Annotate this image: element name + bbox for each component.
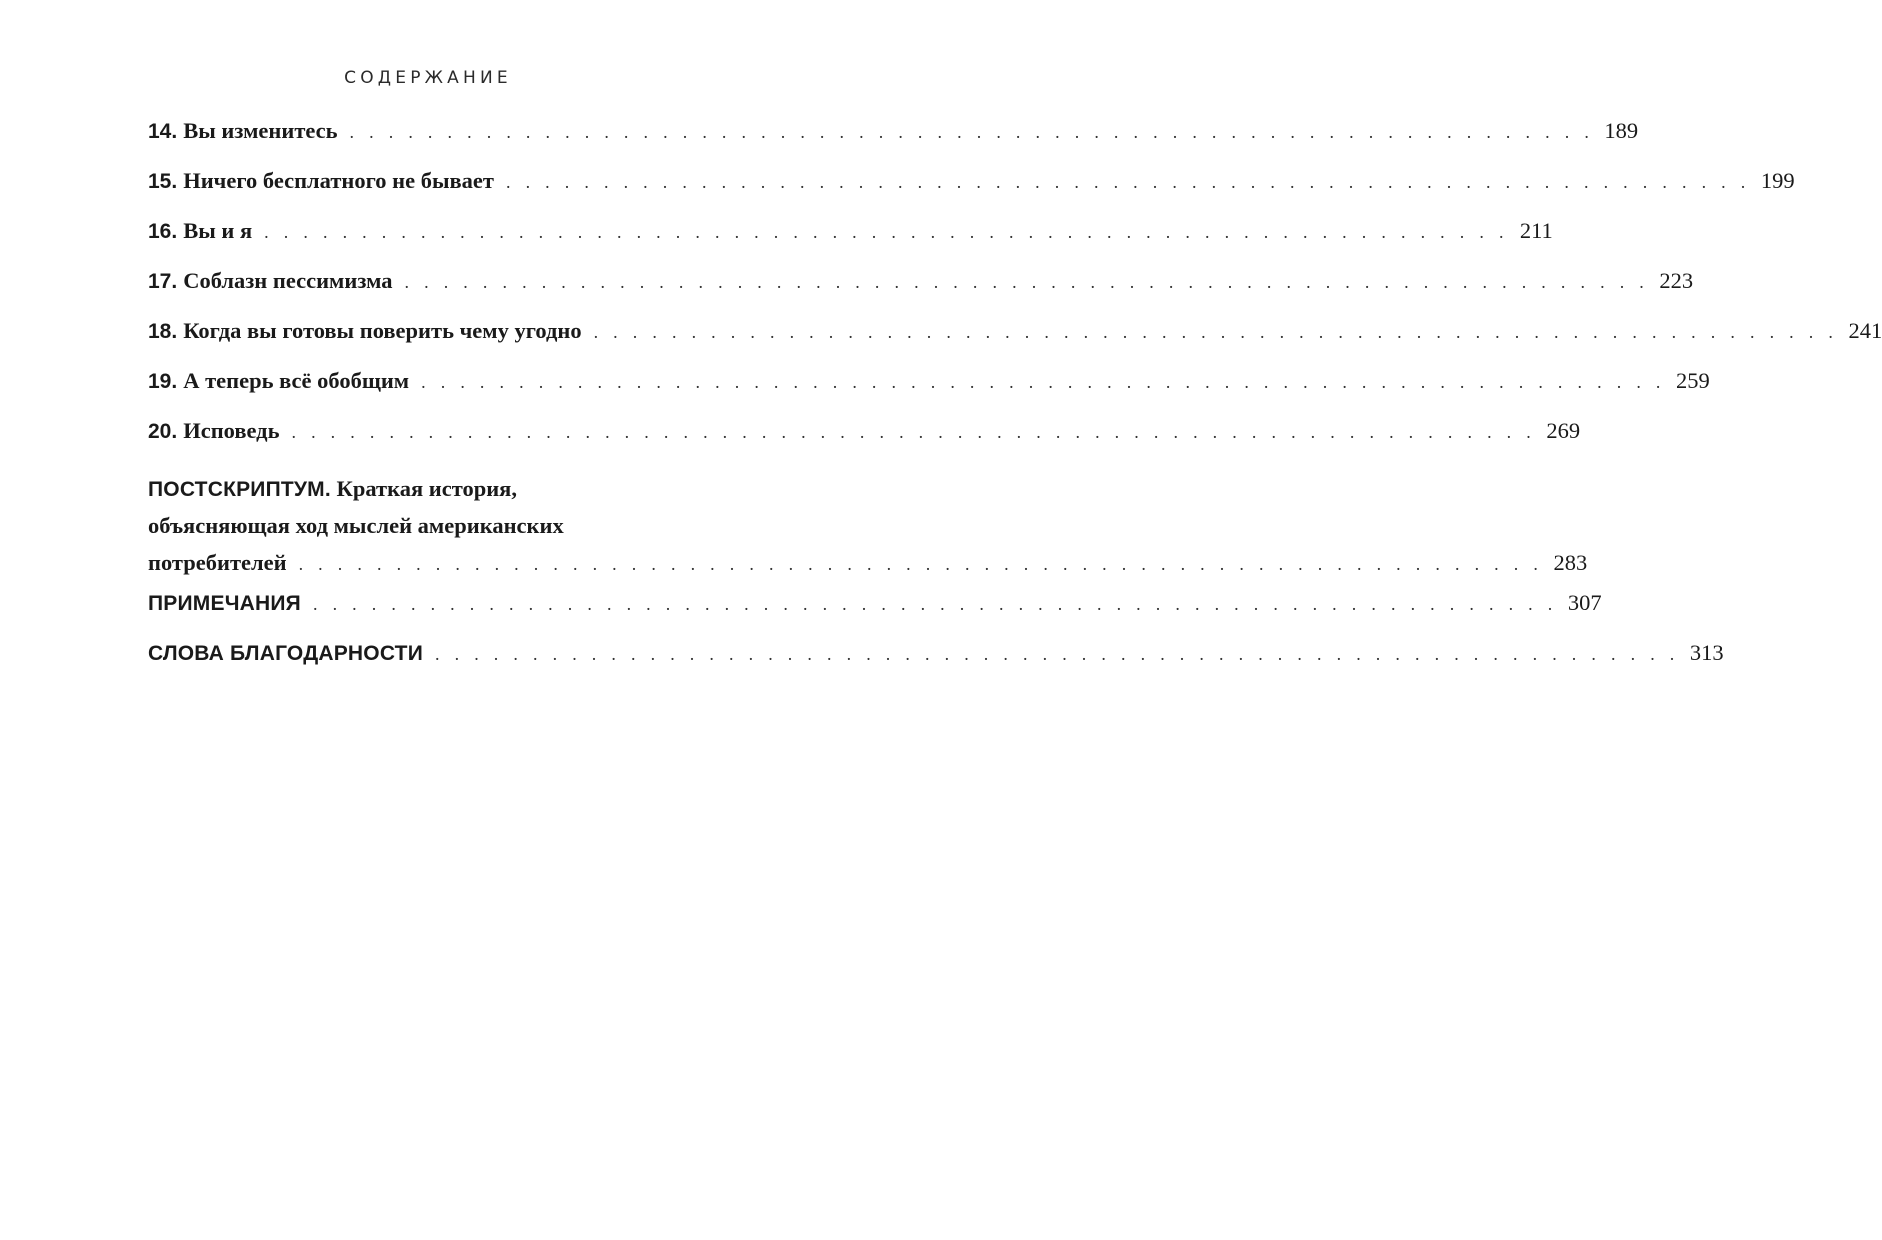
chapter-number: 18. — [148, 320, 178, 343]
dot-leader: . . . . . . . . . . . . . . . . . . . . . . . . . . . . . . . . . . . . . . . . . . . . . . . . . . . . . . . . . . . . . . . . — [404, 272, 1650, 292]
page-number: 269 — [1546, 418, 1581, 443]
dot-leader: . . . . . . . . . . . . . . . . . . . . . . . . . . . . . . . . . . . . . . . . . . . . . . . . . . . . . . . . . . . . . . . . — [593, 322, 1839, 342]
page-number: 223 — [1659, 268, 1694, 293]
toc-entry-notes[interactable] — [148, 590, 1602, 640]
toc-entry-20[interactable] — [148, 418, 1581, 468]
section-title: ПРИМЕЧАНИЯ — [148, 592, 301, 615]
page-number: 199 — [1760, 168, 1795, 193]
page-number: 189 — [1604, 118, 1639, 143]
toc-entry-postscript[interactable] — [148, 468, 1588, 590]
chapter-number: 14. — [148, 120, 178, 143]
chapter-title: Вы и я — [183, 218, 253, 243]
postscript-line-3 — [148, 550, 1588, 590]
toc-entry-14[interactable] — [148, 118, 1639, 168]
chapter-title: Когда вы готовы поверить чему угодно — [183, 318, 582, 343]
section-title: СЛОВА БЛАГОДАРНОСТИ — [148, 642, 423, 665]
postscript-line-1 — [148, 476, 750, 513]
dot-leader: . . . . . . . . . . . . . . . . . . . . . . . . . . . . . . . . . . . . . . . . . . . . . . . . . . . . . . . . . . . . . . . . — [349, 122, 1595, 142]
toc-entry-15[interactable] — [148, 168, 1795, 218]
chapter-number: 16. — [148, 220, 178, 243]
dot-leader: . . . . . . . . . . . . . . . . . . . . . . . . . . . . . . . . . . . . . . . . . . . . . . . . . . . . . . . . . . . . . . . . — [312, 594, 1558, 614]
postscript-caps: ПОСТСКРИПТУМ. — [148, 478, 331, 501]
page-number: 307 — [1567, 590, 1602, 615]
chapter-number: 19. — [148, 370, 178, 393]
page-number: 283 — [1553, 550, 1588, 575]
page-title: СОДЕРЖАНИЕ — [344, 68, 512, 88]
page-number: 259 — [1675, 368, 1710, 393]
dot-leader: . . . . . . . . . . . . . . . . . . . . . . . . . . . . . . . . . . . . . . . . . . . . . . . . . . . . . . . . . . . . . . . . — [505, 172, 1751, 192]
postscript-line-2: объясняющая ход мыслей американских — [148, 513, 564, 538]
toc-entry-16[interactable] — [148, 218, 1553, 268]
dot-leader: . . . . . . . . . . . . . . . . . . . . . . . . . . . . . . . . . . . . . . . . . . . . . . . . . . . . . . . . . . . . . . . . — [298, 554, 1544, 574]
dot-leader: . . . . . . . . . . . . . . . . . . . . . . . . . . . . . . . . . . . . . . . . . . . . . . . . . . . . . . . . . . . . . . . . — [264, 222, 1509, 242]
page-number: 241 — [1848, 318, 1882, 343]
dot-leader: . . . . . . . . . . . . . . . . . . . . . . . . . . . . . . . . . . . . . . . . . . . . . . . . . . . . . . . . . . . . . . . . — [421, 372, 1666, 392]
chapter-title: А теперь всё обобщим — [183, 368, 410, 393]
dot-leader: . . . . . . . . . . . . . . . . . . . . . . . . . . . . . . . . . . . . . . . . . . . . . . . . . . . . . . . . . . . . . . . . — [291, 422, 1537, 442]
chapter-title: Соблазн пессимизма — [183, 268, 393, 293]
toc-entry-thanks[interactable] — [148, 640, 1724, 690]
chapter-number: 15. — [148, 170, 178, 193]
toc-entry-19[interactable] — [148, 368, 1710, 418]
chapter-title: Вы изменитесь — [183, 118, 338, 143]
postscript-title-end: потребителей — [148, 550, 287, 575]
chapter-number: 20. — [148, 420, 178, 443]
page-number: 313 — [1689, 640, 1724, 665]
chapter-title: Исповедь — [183, 418, 280, 443]
chapter-number: 17. — [148, 270, 178, 293]
chapter-title: Ничего бесплатного не бывает — [183, 168, 494, 193]
toc-entry-18[interactable] — [148, 318, 1882, 368]
page-number: 211 — [1519, 218, 1553, 243]
table-of-contents — [148, 118, 1882, 690]
dot-leader: . . . . . . . . . . . . . . . . . . . . . . . . . . . . . . . . . . . . . . . . . . . . . . . . . . . . . . . . . . . . . . . . — [435, 644, 1680, 664]
postscript-title-start: Краткая история, — [336, 476, 517, 501]
toc-entry-17[interactable] — [148, 268, 1694, 318]
